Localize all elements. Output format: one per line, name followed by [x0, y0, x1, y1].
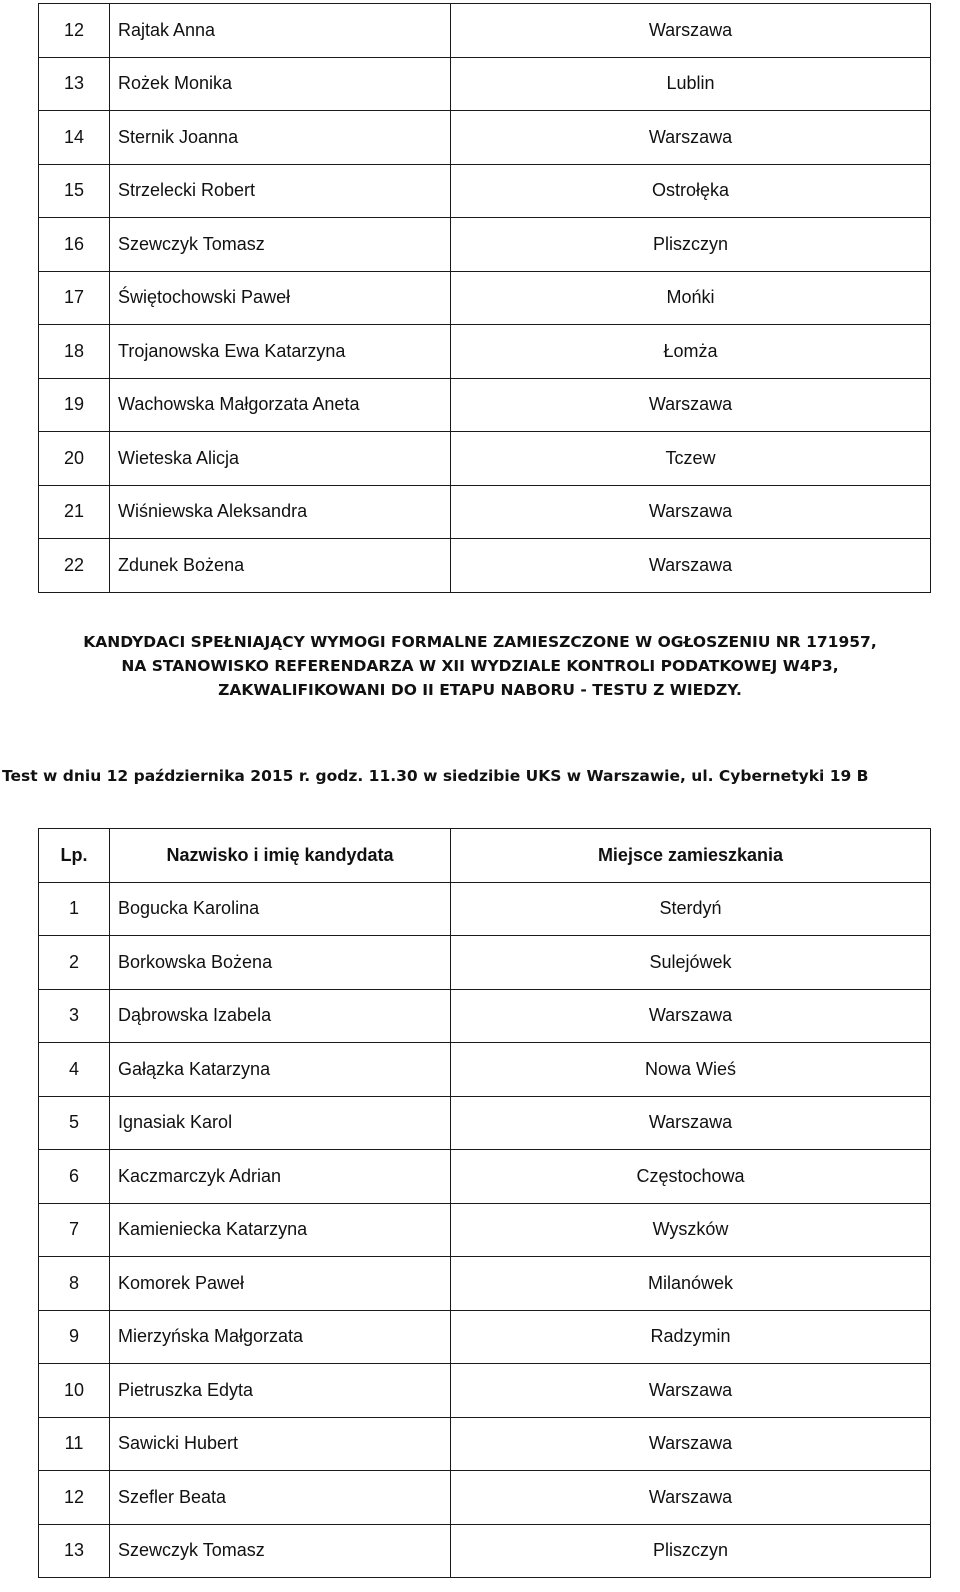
table-row: [39, 164, 931, 218]
table-row: [39, 1203, 931, 1257]
qualified-candidates-table-body: [39, 882, 931, 1578]
row-name: Ignasiak Karol: [110, 1096, 451, 1150]
row-lp: 19: [39, 378, 110, 432]
header-name: Nazwisko i imię kandydata: [110, 829, 451, 883]
row-name: Wiśniewska Aleksandra: [110, 485, 451, 539]
qualified-candidates-table: [38, 828, 931, 1578]
row-lp: 2: [39, 936, 110, 990]
row-city: Warszawa: [451, 1471, 931, 1525]
row-city: Lublin: [451, 57, 931, 111]
row-name: Trojanowska Ewa Katarzyna: [110, 325, 451, 379]
row-city: Warszawa: [451, 989, 931, 1043]
row-city: Warszawa: [451, 4, 931, 58]
table-row: [39, 1417, 931, 1471]
table-row: [39, 539, 931, 593]
table-row: [39, 989, 931, 1043]
table-row: [39, 271, 931, 325]
row-lp: 4: [39, 1043, 110, 1097]
row-lp: 13: [39, 1524, 110, 1578]
table-row: [39, 1043, 931, 1097]
table-row: [39, 218, 931, 272]
table-row: [39, 57, 931, 111]
row-name: Mierzyńska Małgorzata: [110, 1310, 451, 1364]
row-lp: 8: [39, 1257, 110, 1311]
row-city: Nowa Wieś: [451, 1043, 931, 1097]
row-city: Pliszczyn: [451, 218, 931, 272]
table-row: [39, 1310, 931, 1364]
row-city: Warszawa: [451, 1417, 931, 1471]
test-info-line: Test w dniu 12 października 2015 r. godz. 11.30 w siedzibie UKS w Warszawie, ul. Cybernetyki 19 B: [2, 767, 869, 785]
row-name: Szewczyk Tomasz: [110, 218, 451, 272]
table-row: [39, 432, 931, 486]
header-city: Miejsce zamieszkania: [451, 829, 931, 883]
row-city: Ostrołęka: [451, 164, 931, 218]
row-name: Kamieniecka Katarzyna: [110, 1203, 451, 1257]
row-name: Zdunek Bożena: [110, 539, 451, 593]
row-city: Tczew: [451, 432, 931, 486]
table-row: [39, 485, 931, 539]
table-row: [39, 1257, 931, 1311]
row-lp: 22: [39, 539, 110, 593]
announcement-line-3: ZAKWALIFIKOWANI DO II ETAPU NABORU - TESTU Z WIEDZY.: [218, 681, 742, 699]
table-row: [39, 4, 931, 58]
table-row: [39, 1524, 931, 1578]
table-row: [39, 1096, 931, 1150]
row-name: Komorek Paweł: [110, 1257, 451, 1311]
row-name: Sawicki Hubert: [110, 1417, 451, 1471]
row-city: Łomża: [451, 325, 931, 379]
row-lp: 3: [39, 989, 110, 1043]
row-city: Częstochowa: [451, 1150, 931, 1204]
candidates-table-continued: [38, 3, 931, 593]
header-lp: Lp.: [39, 829, 110, 883]
row-city: Milanówek: [451, 1257, 931, 1311]
table-row: [39, 1471, 931, 1525]
row-lp: 12: [39, 4, 110, 58]
row-lp: 21: [39, 485, 110, 539]
row-name: Borkowska Bożena: [110, 936, 451, 990]
row-name: Sternik Joanna: [110, 111, 451, 165]
row-lp: 5: [39, 1096, 110, 1150]
row-lp: 1: [39, 882, 110, 936]
row-city: Warszawa: [451, 485, 931, 539]
row-name: Wieteska Alicja: [110, 432, 451, 486]
row-name: Rajtak Anna: [110, 4, 451, 58]
row-name: Strzelecki Robert: [110, 164, 451, 218]
row-city: Warszawa: [451, 111, 931, 165]
row-name: Szefler Beata: [110, 1471, 451, 1525]
table-row: [39, 1150, 931, 1204]
row-name: Świętochowski Paweł: [110, 271, 451, 325]
row-name: Rożek Monika: [110, 57, 451, 111]
row-lp: 17: [39, 271, 110, 325]
row-lp: 13: [39, 57, 110, 111]
table-row: [39, 1364, 931, 1418]
announcement-heading: [0, 630, 960, 702]
row-lp: 14: [39, 111, 110, 165]
announcement-line-2: NA STANOWISKO REFERENDARZA W XII WYDZIALE KONTROLI PODATKOWEJ W4P3,: [121, 657, 839, 675]
row-name: Szewczyk Tomasz: [110, 1524, 451, 1578]
row-city: Mońki: [451, 271, 931, 325]
table-row: [39, 882, 931, 936]
row-lp: 6: [39, 1150, 110, 1204]
table-row: [39, 111, 931, 165]
row-lp: 7: [39, 1203, 110, 1257]
row-name: Gałązka Katarzyna: [110, 1043, 451, 1097]
announcement-line-1: KANDYDACI SPEŁNIAJĄCY WYMOGI FORMALNE ZAMIESZCZONE W OGŁOSZENIU NR 171957,: [83, 633, 877, 651]
row-city: Radzymin: [451, 1310, 931, 1364]
row-city: Pliszczyn: [451, 1524, 931, 1578]
qualified-candidates-table-header: [39, 829, 931, 883]
row-city: Warszawa: [451, 378, 931, 432]
row-lp: 12: [39, 1471, 110, 1525]
row-city: Warszawa: [451, 1364, 931, 1418]
row-lp: 20: [39, 432, 110, 486]
row-lp: 15: [39, 164, 110, 218]
row-lp: 18: [39, 325, 110, 379]
row-city: Wyszków: [451, 1203, 931, 1257]
row-lp: 11: [39, 1417, 110, 1471]
row-city: Warszawa: [451, 1096, 931, 1150]
row-city: Warszawa: [451, 539, 931, 593]
table-header-row: [39, 829, 931, 883]
row-city: Sulejówek: [451, 936, 931, 990]
row-name: Kaczmarczyk Adrian: [110, 1150, 451, 1204]
row-name: Wachowska Małgorzata Aneta: [110, 378, 451, 432]
candidates-table-continued-body: [39, 4, 931, 593]
row-name: Bogucka Karolina: [110, 882, 451, 936]
row-city: Sterdyń: [451, 882, 931, 936]
row-lp: 10: [39, 1364, 110, 1418]
row-name: Pietruszka Edyta: [110, 1364, 451, 1418]
table-row: [39, 936, 931, 990]
row-lp: 9: [39, 1310, 110, 1364]
table-row: [39, 325, 931, 379]
row-name: Dąbrowska Izabela: [110, 989, 451, 1043]
table-row: [39, 378, 931, 432]
row-lp: 16: [39, 218, 110, 272]
